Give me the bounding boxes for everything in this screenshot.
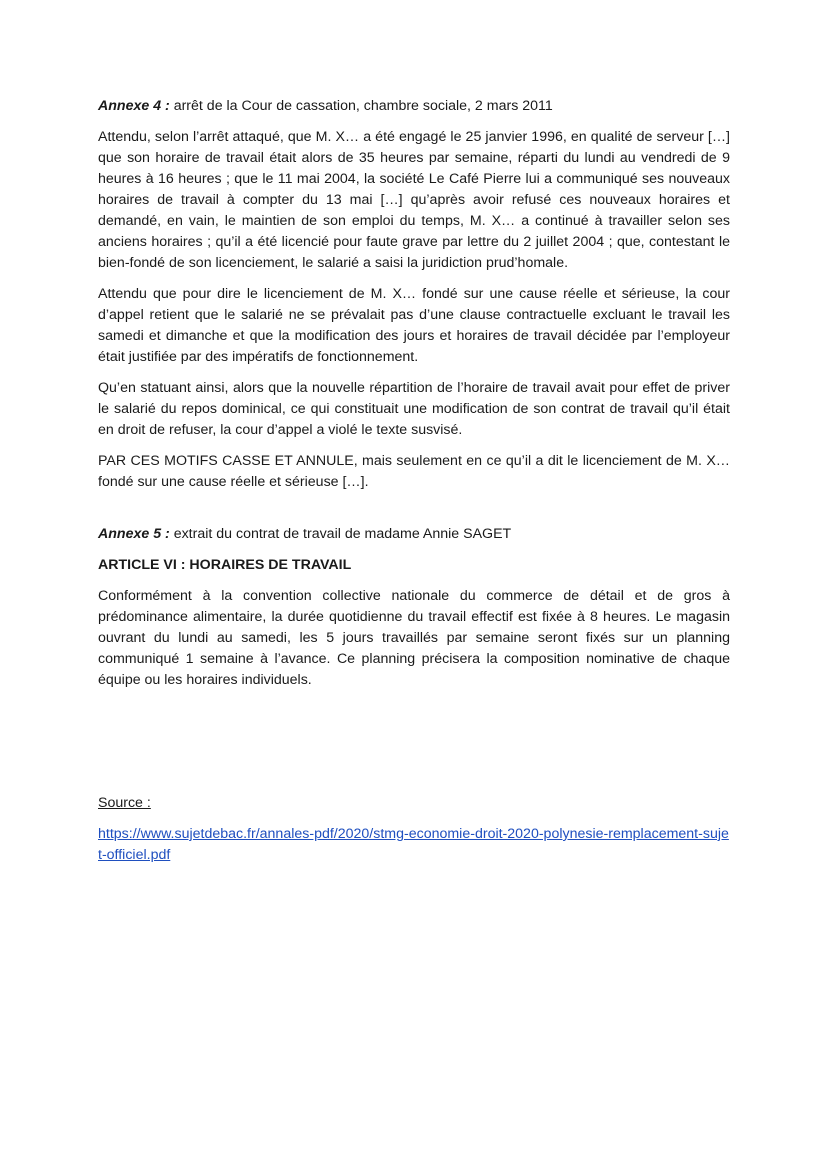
annexe-5-label: Annexe 5 :: [98, 526, 170, 542]
annexe-4-title: arrêt de la Cour de cassation, chambre sociale, 2 mars 2011: [169, 98, 553, 114]
annexe-5-paragraph: Conformément à la convention collective nationale du commerce de détail et de gros à prédominance alimentaire, la durée quotidienne du travail effectif est fixée à 8 heures. Le magasin ouvrant du lundi au samedi, les 5 jours travaillés par semaine seront fixés sur un planning communiqué 1 semaine à l’avance. Ce planning précisera la composition nominative de chaque équipe ou les horaires individuels.: [98, 588, 730, 688]
source-link[interactable]: https://www.sujetdebac.fr/annales-pdf/2020/stmg-economie-droit-2020-polynesie-remplacement-sujet-officiel.pdf: [98, 826, 729, 863]
annexe-4-paragraph-2: Attendu que pour dire le licenciement de M. X… fondé sur une cause réelle et sérieuse, la cour d’appel retient que le salarié ne se prévalait pas d’une clause contractuelle excluant le travail les samedi et dimanche et que la modification des jours et horaires de travail décidée par l’employeur était justifiée par des impératifs de fonctionnement.: [98, 286, 730, 365]
annexe-4-heading: [98, 96, 730, 117]
source-label: Source :: [98, 795, 151, 811]
annexe-4-paragraph-3: Qu’en statuant ainsi, alors que la nouvelle répartition de l’horaire de travail avait pour effet de priver le salarié du repos dominical, ce qui constituait une modification de son contrat de travail qu’il était en droit de refuser, la cour d’appel a violé le texte susvisé.: [98, 380, 730, 438]
article-title: ARTICLE VI : HORAIRES DE TRAVAIL: [98, 557, 352, 573]
document-page: [98, 96, 730, 866]
annexe-5-title: extrait du contrat de travail de madame Annie SAGET: [169, 526, 512, 542]
annexe-5-heading: [98, 524, 730, 545]
source-spacer: [98, 701, 730, 793]
annexe-4-paragraph-4: PAR CES MOTIFS CASSE ET ANNULE, mais seulement en ce qu’il a dit le licenciement de M. X… fondé sur une cause réelle et sérieuse […].: [98, 453, 730, 490]
annexe-4-paragraph-1: Attendu, selon l’arrêt attaqué, que M. X… a été engagé le 25 janvier 1996, en qualité de serveur […] que son horaire de travail était alors de 35 heures par semaine, réparti du lundi au vendredi de 9 heures à 16 heures ; que le 11 mai 2004, la société Le Café Pierre lui a communiqué ses nouveaux horaires de travail à compter du 13 mai […] qu’après avoir refusé ces nouveaux horaires et demandé, en vain, le maintien de son emploi du temps, M. X… a continué à travailler selon ses anciens horaires ; qu’il a été licencié pour faute grave par lettre du 2 juillet 2004 ; que, contestant le bien-fondé de son licenciement, le salarié a saisi la juridiction prud’homale.: [98, 129, 730, 271]
annexe-4-label: Annexe 4 :: [98, 98, 170, 114]
section-spacer: [98, 503, 730, 524]
